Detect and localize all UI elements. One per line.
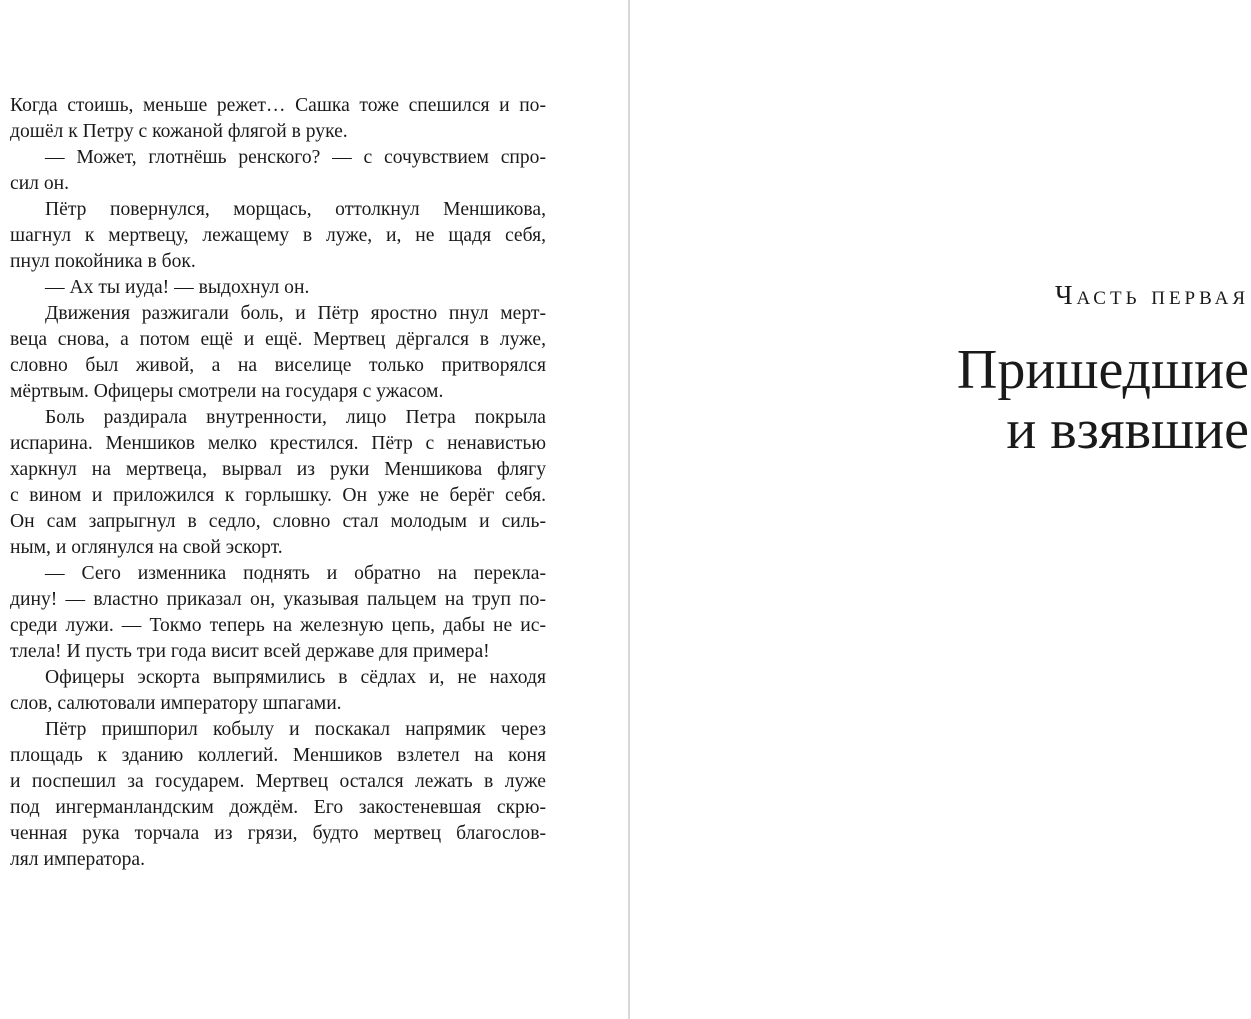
- part-label: Часть первая: [1054, 280, 1249, 310]
- text-line: сил он.: [10, 173, 70, 194]
- text-line: среди лужи. — Токмо теперь на железную цепь, дабы не ис-: [10, 615, 546, 636]
- text-line: пнул покойника в бок.: [10, 251, 196, 272]
- chapter-title: [749, 340, 1249, 460]
- right-page: [630, 0, 1251, 1019]
- text-line: Он сам запрыгнул в седло, словно стал молодым и силь-: [10, 511, 546, 532]
- text-line: дину! — властно приказал он, указывая пальцем на труп по-: [10, 589, 546, 610]
- text-line: и поспешил за государем. Мертвец остался лежать в луже: [10, 771, 546, 792]
- text-line: ным, и оглянулся на свой эскорт.: [10, 537, 283, 558]
- text-line: Пётр пришпорил кобылу и поскакал напрямик через: [45, 719, 546, 740]
- text-line: лял императора.: [10, 849, 146, 870]
- text-line: словно был живой, а на виселице только притворялся: [10, 355, 546, 376]
- text-line: слов, салютовали императору шпагами.: [10, 693, 342, 714]
- body-text: [10, 93, 546, 873]
- text-line: Когда стоишь, меньше режет… Сашка тоже спешился и по-: [10, 95, 546, 116]
- text-line: с вином и приложился к горлышку. Он уже не берёг себя.: [10, 485, 546, 506]
- text-line: — Сего изменника поднять и обратно на перекла-: [45, 563, 546, 584]
- chapter-title-line: и взявшие: [1006, 399, 1249, 461]
- text-line: шагнул к мертвецу, лежащему в луже, и, не щадя себя,: [10, 225, 546, 246]
- text-line: Боль раздирала внутренности, лицо Петра покрыла: [45, 407, 546, 428]
- text-line: — Может, глотнёшь ренского? — с сочувствием спро-: [45, 147, 546, 168]
- text-line: — Ах ты иуда! — выдохнул он.: [45, 277, 310, 298]
- text-line: харкнул на мертвеца, вырвал из руки Меншикова флягу: [10, 459, 546, 480]
- text-line: под ингерманландским дождём. Его закостеневшая скрю-: [10, 797, 546, 818]
- text-line: дошёл к Петру с кожаной флягой в руке.: [10, 121, 348, 142]
- text-line: ченная рука торчала из грязи, будто мертвец благослов-: [10, 823, 546, 844]
- text-line: тлела! И пусть три года висит всей державе для примера!: [10, 641, 490, 662]
- text-line: Движения разжигали боль, и Пётр яростно пнул мерт-: [45, 303, 546, 324]
- text-line: веца снова, а потом ещё и ещё. Мертвец дёргался в луже,: [10, 329, 546, 350]
- text-line: площадь к зданию коллегий. Меншиков взлетел на коня: [10, 745, 546, 766]
- chapter-title-line: Пришедшие: [956, 339, 1249, 401]
- text-line: Офицеры эскорта выпрямились в сёдлах и, не находя: [45, 667, 546, 688]
- text-line: мёртвым. Офицеры смотрели на государя с ужасом.: [10, 381, 444, 402]
- text-line: испарина. Меншиков мелко крестился. Пётр с ненавистью: [10, 433, 546, 454]
- text-line: Пётр повернулся, морщась, оттолкнул Меншикова,: [45, 199, 546, 220]
